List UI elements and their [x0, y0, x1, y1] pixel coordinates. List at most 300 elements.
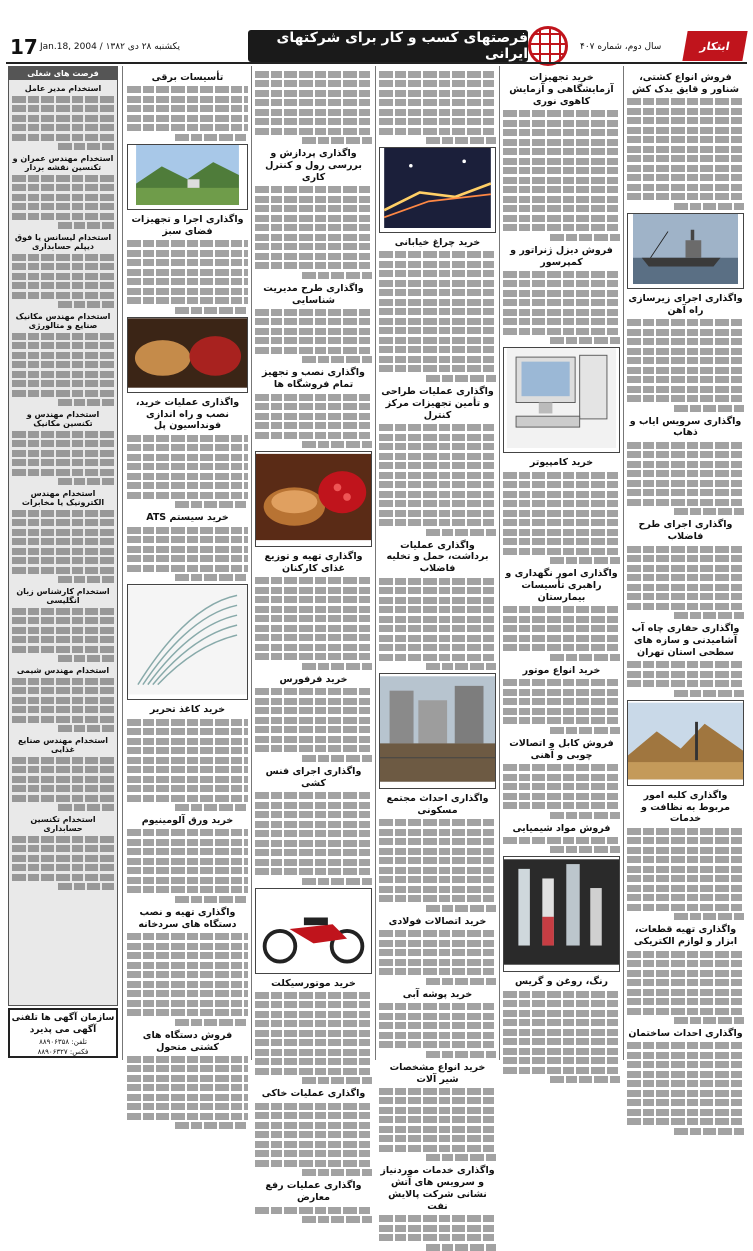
notice-article [503, 976, 620, 1083]
notice-heading: واگذاری نصب و تجهیز تمام فروشگاه ها [262, 367, 365, 391]
text-line [627, 828, 744, 835]
text-line [302, 1169, 372, 1176]
text-line [127, 536, 248, 543]
notice-article [255, 978, 372, 1085]
text-line [255, 587, 372, 594]
text-line [503, 625, 620, 632]
notice-body [255, 688, 372, 762]
text-line [379, 346, 496, 353]
notice-article [255, 367, 372, 547]
text-line [503, 635, 620, 642]
notice-body [627, 319, 744, 412]
notice-body [627, 98, 744, 210]
text-line [12, 864, 114, 871]
text-line [255, 840, 372, 847]
text-line [627, 329, 744, 336]
text-line [302, 272, 372, 279]
text-line [12, 124, 114, 131]
text-line [379, 365, 496, 372]
notice-body [127, 86, 248, 141]
text-line [127, 757, 248, 764]
text-line [255, 1030, 372, 1037]
text-line [12, 706, 114, 713]
text-line [503, 644, 620, 651]
text-line [503, 224, 620, 231]
text-line [12, 776, 114, 783]
notice-body [255, 992, 372, 1085]
text-line [503, 186, 620, 193]
text-line [379, 1041, 496, 1048]
text-line [503, 1019, 620, 1026]
text-line [379, 857, 496, 864]
notice-article [503, 665, 620, 734]
job-ad-body [9, 757, 117, 812]
issue-number: سال دوم، شماره ۴۰۷ [580, 42, 662, 52]
text-line [627, 117, 744, 124]
notice-body [255, 71, 372, 145]
text-line [379, 838, 496, 845]
text-line [426, 1244, 496, 1251]
text-line [550, 812, 620, 819]
text-line [12, 440, 114, 447]
text-line [379, 327, 496, 334]
notice-heading: خرید پوشه آبی [402, 988, 473, 1000]
text-line [127, 1009, 248, 1016]
text-line [627, 951, 744, 958]
text-line [12, 342, 114, 349]
column-divider [122, 66, 123, 1060]
text-line [550, 234, 620, 241]
notice-heading: واگذاری عملیات خرید، نصب و راه اندازی فونداسیون پل [135, 396, 240, 432]
text-line [426, 529, 496, 536]
text-line [503, 167, 620, 174]
notice-body [255, 186, 372, 279]
text-line [255, 347, 372, 354]
notice-heading: واگذاری پردازش و بررسی رول و کنترل کاری [265, 148, 362, 183]
text-line [627, 1099, 744, 1106]
text-line [627, 319, 744, 326]
text-line [627, 1109, 744, 1116]
notice-body [379, 251, 496, 382]
notice-article [503, 457, 620, 564]
text-line [503, 290, 620, 297]
text-line [58, 301, 114, 308]
text-line [426, 137, 496, 144]
text-line [426, 978, 496, 985]
text-line [127, 933, 248, 940]
text-line [127, 1084, 248, 1091]
notice-article [379, 237, 496, 382]
notice-article [627, 293, 744, 412]
column-divider [251, 66, 252, 1060]
text-line [127, 747, 248, 754]
text-line [379, 270, 496, 277]
text-line [12, 175, 114, 182]
text-line [127, 877, 248, 884]
notice-article [379, 386, 496, 536]
text-line [12, 380, 114, 387]
notice-body [255, 309, 372, 364]
text-line [503, 1010, 620, 1017]
text-line [426, 663, 496, 670]
text-line [255, 234, 372, 241]
text-line [127, 1000, 248, 1007]
text-line [12, 213, 114, 220]
text-line [58, 222, 114, 229]
notice-body [255, 1207, 372, 1224]
notice-article [627, 416, 744, 516]
text-line [255, 196, 372, 203]
notice-heading: واگذاری عملیات رفع معارض [265, 1180, 362, 1204]
text-line [627, 499, 744, 506]
text-line [12, 646, 114, 653]
text-line [627, 866, 744, 873]
text-line [627, 1080, 744, 1087]
text-line [255, 71, 372, 78]
text-line [255, 394, 372, 401]
text-line [550, 1076, 620, 1083]
notice-article [627, 623, 744, 786]
text-line [127, 115, 248, 122]
job-ad-body [9, 333, 117, 407]
text-line [175, 804, 248, 811]
notice-body [503, 764, 620, 819]
text-line [12, 115, 114, 122]
notice-body [627, 661, 744, 697]
job-ad-heading: استخدام مدیر عامل [24, 84, 102, 93]
text-line [503, 309, 620, 316]
text-line [627, 1090, 744, 1097]
text-line [503, 1048, 620, 1055]
text-line [302, 755, 372, 762]
text-line [127, 86, 248, 93]
notice-photo [503, 347, 620, 453]
text-line [379, 616, 496, 623]
text-line [255, 99, 372, 106]
text-line [627, 584, 744, 591]
job-ad-heading: استخدام لیسانس یا فوق دیپلم حسابداری [14, 233, 112, 251]
text-line [127, 96, 248, 103]
text-line [379, 949, 496, 956]
text-line [12, 855, 114, 862]
text-line [627, 367, 744, 374]
text-line [674, 690, 744, 697]
text-line [255, 577, 372, 584]
text-line [58, 804, 114, 811]
notice-article [127, 815, 248, 903]
text-line [627, 904, 744, 911]
notice-heading: خرید کاغذ تحریر [149, 704, 226, 716]
column-2 [500, 66, 623, 1060]
notice-photo [127, 144, 248, 210]
text-line [255, 1011, 372, 1018]
job-ad-heading: استخدام کارشناس زبان انگلیسی [16, 587, 110, 605]
text-line [12, 105, 114, 112]
text-line [12, 757, 114, 764]
text-line [379, 472, 496, 479]
text-line [255, 224, 372, 231]
text-line [379, 1097, 496, 1104]
notice-body [127, 240, 248, 314]
text-line [12, 263, 114, 270]
notice-body [379, 1088, 496, 1162]
notice-article [255, 551, 372, 670]
text-line [12, 371, 114, 378]
text-line [58, 576, 114, 583]
text-line [12, 431, 114, 438]
text-line [550, 337, 620, 344]
text-line [550, 654, 620, 661]
job-ad-heading: استخدام مهندس عمران و تکنسین نقشه بردار [12, 154, 114, 172]
text-line [550, 727, 620, 734]
text-line [255, 1207, 372, 1214]
job-ad-body [9, 608, 117, 663]
notice-heading: خرید فرفورس [279, 673, 348, 685]
text-line [12, 557, 114, 564]
text-line [503, 991, 620, 998]
text-line [503, 158, 620, 165]
notice-body [255, 1103, 372, 1177]
notice-heading: خرید انواع مشخصات شیر آلات [389, 1061, 486, 1085]
notice-heading: خرید سیستم ATS [146, 512, 229, 524]
text-line [379, 829, 496, 836]
notice-photo [255, 888, 372, 974]
notice-body [627, 1042, 744, 1135]
notice-heading: واگذاری اجرا و تجهیزات فضای سبز [131, 213, 244, 237]
text-line [503, 698, 620, 705]
text-line [379, 510, 496, 517]
notice-body [627, 951, 744, 1025]
text-line [503, 708, 620, 715]
notice-body [127, 435, 248, 509]
job-ad-body [9, 96, 117, 151]
text-line [426, 375, 496, 382]
notice-photo [379, 147, 496, 233]
text-line [12, 795, 114, 802]
notice-body [379, 1215, 496, 1251]
text-line [127, 1065, 248, 1072]
notice-body [503, 991, 620, 1084]
text-line [627, 885, 744, 892]
notice-article [255, 71, 372, 145]
notice-article [127, 512, 248, 700]
text-line [302, 663, 372, 670]
job-ad [9, 233, 117, 308]
text-line [503, 299, 620, 306]
text-line [379, 1013, 496, 1020]
text-line [379, 1225, 496, 1232]
text-line [255, 653, 372, 660]
notice-heading: واگذاری احداث مجتمع مسکونی [386, 793, 489, 816]
notice-article [503, 245, 620, 454]
text-line [255, 849, 372, 856]
header-rule [6, 62, 747, 64]
text-line [255, 596, 372, 603]
text-line [550, 846, 620, 853]
text-line [302, 1216, 372, 1223]
text-line [127, 278, 248, 285]
text-line [302, 1077, 372, 1084]
text-line [12, 687, 114, 694]
text-line [255, 859, 372, 866]
text-line [379, 337, 496, 344]
text-line [503, 481, 620, 488]
text-line [12, 361, 114, 368]
notice-photo [127, 584, 248, 700]
notice-article [379, 1062, 496, 1162]
text-line [302, 137, 372, 144]
text-line [503, 689, 620, 696]
text-line [12, 390, 114, 397]
column-3 [376, 66, 499, 1212]
notice-body [627, 828, 744, 921]
text-line [379, 280, 496, 287]
notice-article [379, 540, 496, 790]
text-line [58, 478, 114, 485]
text-line [379, 1126, 496, 1133]
text-line [255, 625, 372, 632]
notice-article [503, 72, 620, 241]
notice-body [127, 829, 248, 903]
text-line [674, 913, 744, 920]
text-line [255, 811, 372, 818]
text-line [255, 243, 372, 250]
notice-body [127, 719, 248, 812]
column-4 [252, 66, 375, 1204]
text-line [379, 625, 496, 632]
text-line [175, 1122, 248, 1129]
notice-photo [127, 317, 248, 393]
text-line [58, 725, 114, 732]
issue-date: یکشنبه ۲۸ دی ۱۳۸۲ / Jan.18, 2004 [40, 42, 180, 52]
text-line [379, 491, 496, 498]
text-line [255, 606, 372, 613]
notice-article [127, 72, 248, 210]
text-line [127, 839, 248, 846]
notice-body [503, 679, 620, 734]
text-line [255, 337, 372, 344]
notice-body [127, 1056, 248, 1130]
text-line [255, 698, 372, 705]
text-line [627, 146, 744, 153]
text-line [127, 269, 248, 276]
text-line [379, 1032, 496, 1039]
newspaper-logo: ابتکار [682, 31, 747, 61]
text-line [674, 612, 744, 619]
notice-heading: فروش دستگاه های کشتی متحول [142, 1029, 233, 1053]
text-line [674, 508, 744, 515]
text-line [255, 328, 372, 335]
job-classifieds [8, 66, 118, 1006]
notice-heading: خرید موتورسیکلت [271, 977, 356, 989]
text-line [12, 254, 114, 261]
notice-body [127, 527, 248, 582]
text-line [12, 697, 114, 704]
text-line [58, 399, 114, 406]
text-line [627, 376, 744, 383]
text-line [255, 726, 372, 733]
text-line [627, 193, 744, 200]
text-line [12, 184, 114, 191]
text-line [627, 338, 744, 345]
text-line [127, 555, 248, 562]
text-line [12, 194, 114, 201]
job-ad-heading: استخدام مهندس مکانیک صنایع و متالورژی [15, 312, 111, 330]
job-ad-heading: استخدام مهندس شیمی [16, 666, 110, 675]
text-line [503, 679, 620, 686]
text-line [127, 848, 248, 855]
text-line [503, 148, 620, 155]
text-line [503, 491, 620, 498]
page-number: 17 [10, 35, 38, 59]
text-line [627, 671, 744, 678]
text-line [627, 461, 744, 468]
text-line [503, 205, 620, 212]
text-line [627, 98, 744, 105]
text-line [127, 527, 248, 534]
text-line [127, 795, 248, 802]
text-line [379, 308, 496, 315]
text-line [127, 990, 248, 997]
column-divider [375, 66, 376, 1060]
text-line [255, 403, 372, 410]
text-line [58, 655, 114, 662]
text-line [175, 307, 248, 314]
text-line [379, 1145, 496, 1152]
notice-heading: خرید کامپیوتر [529, 457, 594, 469]
text-line [426, 1154, 496, 1161]
text-line [379, 453, 496, 460]
text-line [255, 90, 372, 97]
text-line [12, 716, 114, 723]
text-line [379, 1135, 496, 1142]
text-line [379, 876, 496, 883]
column-divider [623, 66, 624, 1060]
text-line [127, 943, 248, 950]
text-line [255, 413, 372, 420]
text-line [627, 603, 744, 610]
text-line [12, 352, 114, 359]
notice-heading: واگذاری سرویس ایاب و ذهاب [629, 415, 742, 439]
notice-photo [503, 856, 620, 972]
notice-article [127, 214, 248, 393]
notice-article [503, 568, 620, 661]
text-line [627, 348, 744, 355]
text-line [627, 1118, 744, 1125]
notice-photo [627, 700, 744, 786]
page-header [0, 0, 753, 60]
text-line [255, 205, 372, 212]
text-line [627, 593, 744, 600]
text-line [127, 297, 248, 304]
notice-article [379, 989, 496, 1058]
text-line [379, 109, 496, 116]
text-line [127, 240, 248, 247]
text-line [379, 644, 496, 651]
text-line [627, 837, 744, 844]
text-line [255, 1039, 372, 1046]
notice-heading: واگذاری امور نگهداری و راهبری تأسیسات بیمارستان [505, 568, 618, 603]
text-line [379, 959, 496, 966]
text-line [379, 867, 496, 874]
text-line [255, 615, 372, 622]
notice-article [255, 1180, 372, 1223]
text-line [627, 998, 744, 1005]
text-line [503, 120, 620, 127]
job-ad-heading: استخدام مهندس و تکنسین مکانیک [26, 410, 100, 428]
text-line [302, 441, 372, 448]
notice-body [627, 442, 744, 516]
